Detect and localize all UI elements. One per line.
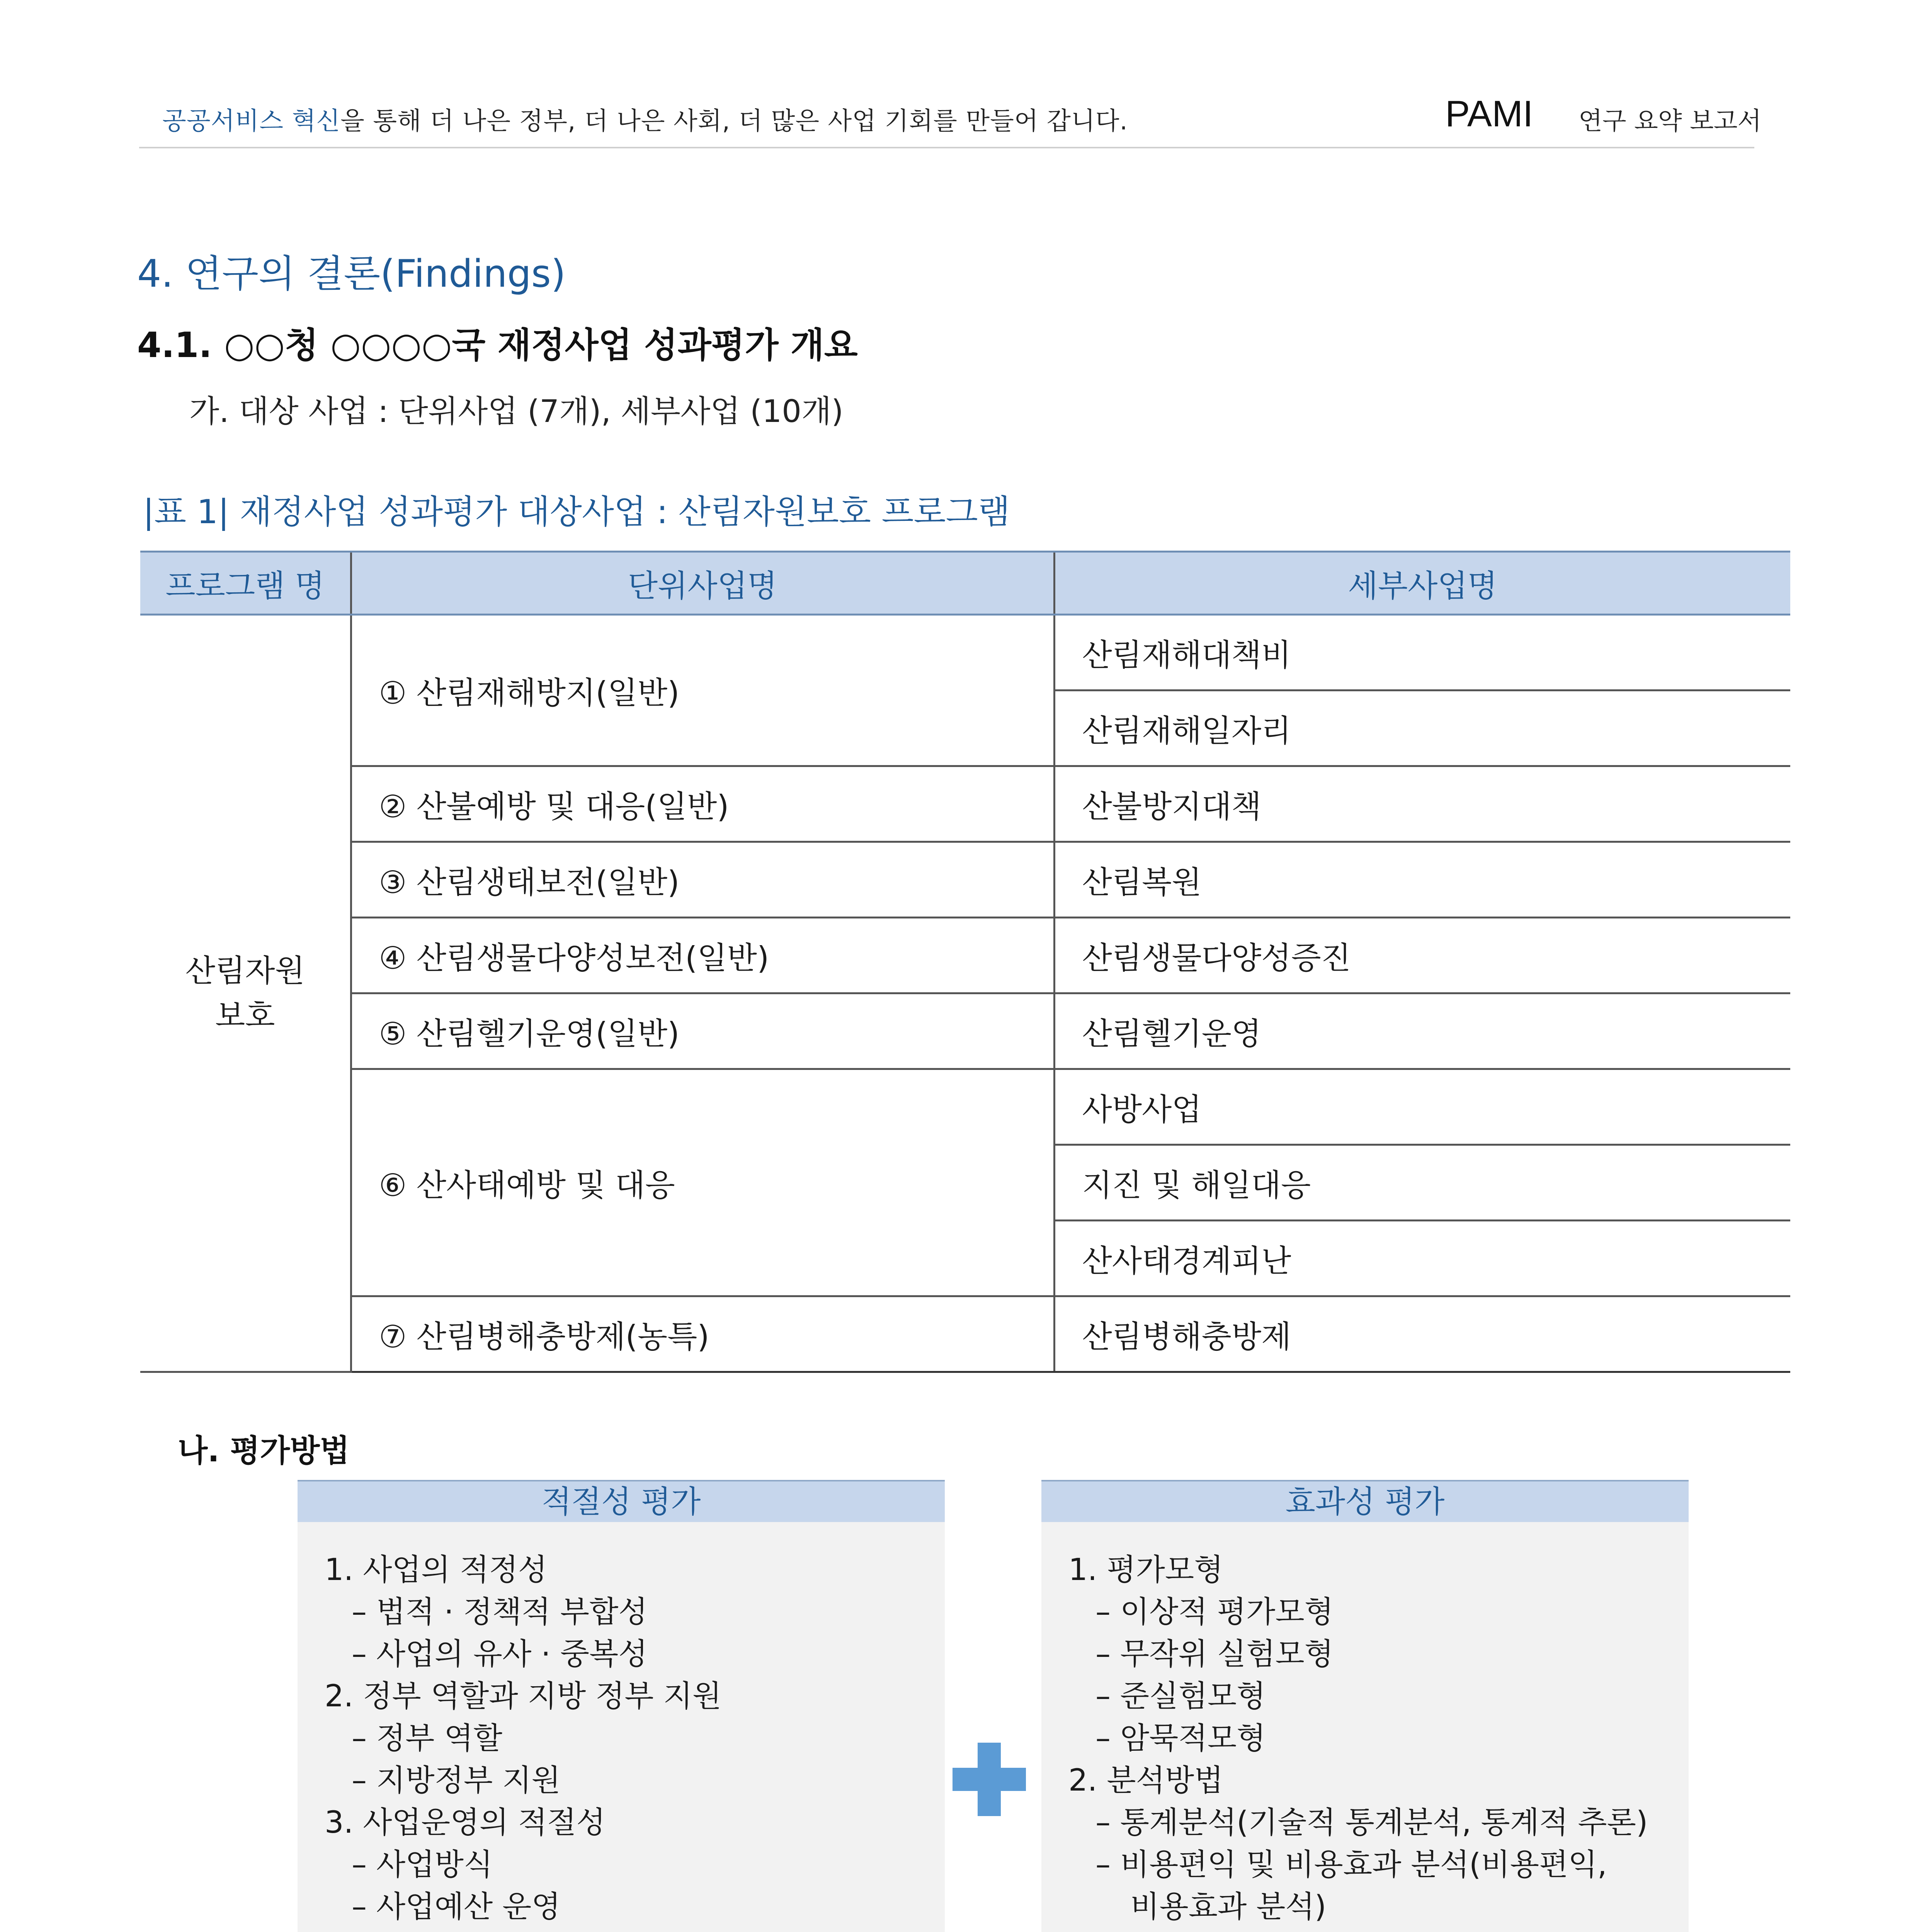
list-item: 비용효과 분석) [1130,1889,1327,1924]
section-subtitle: 4.1. ○○청 ○○○○국 재정사업 성과평가 개요 [137,325,858,366]
sub-cell: 산림재해대책비 [1054,615,1790,690]
list-item [325,1928,945,1932]
plus-icon-bar [953,1768,1026,1791]
table-row [140,1296,1790,1372]
unit-cell: ⑤ 산림헬기운영(일반) [351,993,1054,1069]
list-item: – 암묵적모형 [1095,1721,1266,1756]
col-header-sub: 세부사업명 [1054,552,1790,615]
list-item: – 정부 역할 [352,1721,502,1756]
unit-cell: ③ 산림생태보전(일반) [351,842,1054,918]
program-name-cell [140,615,351,1372]
list-item: – 지방정부 지원 [352,1763,561,1798]
list-item [1068,1928,1689,1932]
list-item: 3. 사업운영의 적절성 [325,1805,606,1840]
list-item: – 사업방식 [352,1847,493,1882]
header-brand: PAMI [1445,93,1533,134]
adequacy-header: 적절성 평가 [298,1480,945,1522]
effectiveness-box [1041,1480,1689,1932]
header-slogan-accent: 공공서비스 혁신 [162,107,341,136]
unit-cell: ⑦ 산림병해충방제(농특) [351,1296,1054,1372]
table-row [140,993,1790,1069]
effectiveness-header: 효과성 평가 [1041,1480,1689,1522]
table-row [140,842,1790,918]
table-header-row [140,552,1790,615]
list-item: 1. 사업의 적정성 [325,1553,548,1587]
program-name-line2: 보호 [215,997,275,1034]
header-slogan-rest: 을 통해 더 나은 정부, 더 나은 사회, 더 많은 사업 기회를 만들어 갑니다. [340,107,1128,136]
list-item: – 사업예산 운영 [352,1889,561,1924]
list-item: – 법적 · 정책적 부합성 [352,1595,648,1629]
col-header-unit: 단위사업명 [351,552,1054,615]
table-row [140,766,1790,842]
method-title: 나. 평가방법 [178,1433,350,1469]
sub-cell: 산림복원 [1054,842,1790,918]
program-table [140,551,1790,1373]
list-item: – 무작위 실험모형 [1095,1637,1334,1672]
list-item: – 사업의 유사 · 중복성 [352,1637,648,1672]
adequacy-box [298,1480,945,1932]
list-item: 2. 정부 역할과 지방 정부 지원 [325,1679,722,1714]
header-report-type: 연구 요약 보고서 [1579,107,1762,136]
list-item: 2. 분석방법 [1068,1763,1223,1798]
adequacy-list [298,1522,945,1932]
sub-cell: 산림병해충방제 [1054,1296,1790,1372]
table-row [140,615,1790,690]
target-projects-line: 가. 대상 사업 : 단위사업 (7개), 세부사업 (10개) [189,393,844,429]
unit-cell: ① 산림재해방지(일반) [351,615,1054,766]
table-row [140,918,1790,993]
program-name-line1: 산림자원 [185,952,305,989]
list-item: 1. 평가모형 [1068,1553,1223,1587]
list-item: – 이상적 평가모형 [1095,1595,1334,1629]
table-caption: |표 1| 재정사업 성과평가 대상사업 : 산림자원보호 프로그램 [143,493,1010,531]
effectiveness-list [1041,1522,1689,1932]
unit-cell: ② 산불예방 및 대응(일반) [351,766,1054,842]
header-divider [139,147,1754,148]
section-title: 4. 연구의 결론(Findings) [137,252,566,296]
sub-cell: 지진 및 해일대응 [1054,1145,1790,1221]
list-item: – 비용편익 및 비용효과 분석(비용편익, [1095,1847,1607,1882]
table-row [140,1069,1790,1145]
sub-cell: 사방사업 [1054,1069,1790,1145]
col-header-program: 프로그램 명 [140,552,351,615]
list-item: – 준실험모형 [1095,1679,1266,1714]
list-item: – 통계분석(기술적 통계분석, 통계적 추론) [1095,1805,1648,1840]
sub-cell: 산림헬기운영 [1054,993,1790,1069]
unit-cell: ⑥ 산사태예방 및 대응 [351,1069,1054,1296]
sub-cell: 산불방지대책 [1054,766,1790,842]
header-slogan [162,101,1128,137]
sub-cell: 산림생물다양성증진 [1054,918,1790,993]
unit-cell: ④ 산림생물다양성보전(일반) [351,918,1054,993]
sub-cell: 산림재해일자리 [1054,690,1790,766]
sub-cell: 산사태경계피난 [1054,1221,1790,1296]
